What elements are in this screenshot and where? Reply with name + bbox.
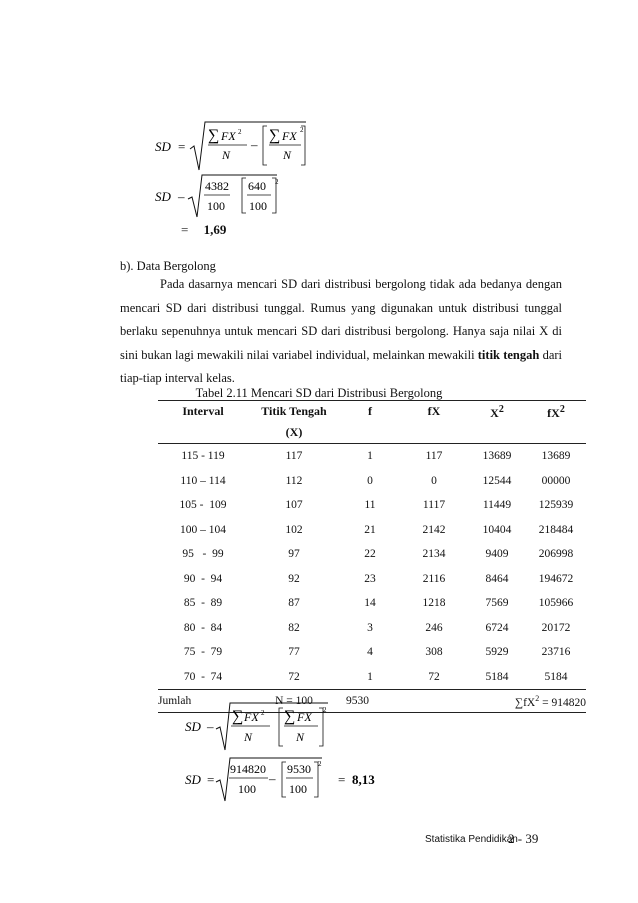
header-fx: fX — [400, 401, 468, 426]
superscript: 2 — [535, 693, 540, 703]
cell-x2: 10404 — [482, 523, 512, 536]
cell-interval: 70 - 74 — [183, 670, 223, 683]
cell-titik-tengah: 72 — [288, 670, 300, 683]
formula-sd-general-2 — [180, 700, 340, 755]
formula-sd-general — [150, 118, 320, 178]
table-row — [158, 444, 586, 469]
denominator: 100 — [238, 782, 256, 796]
header-x2 — [468, 401, 526, 426]
cell-fx: 72 — [428, 670, 440, 683]
cell-f: 23 — [364, 572, 376, 585]
exponent: 2 — [275, 178, 279, 186]
header-cell-empty — [340, 425, 400, 444]
table-row — [158, 542, 586, 567]
cell-titik-tengah: 97 — [288, 548, 300, 561]
cell-interval: 105 - 109 — [179, 499, 227, 512]
cell-fx2: 5184 — [544, 670, 568, 683]
superscript: 2 — [238, 128, 242, 136]
cell-f: 4 — [367, 646, 373, 659]
cell-x2: 8464 — [485, 572, 509, 585]
cell-fx2: 206998 — [538, 548, 574, 561]
cell-fx: 2134 — [422, 548, 446, 561]
cell-f: 1 — [367, 670, 373, 683]
header-titik-sub: (X) — [248, 425, 340, 444]
cell-titik-tengah: 77 — [288, 646, 300, 659]
exponent: 2 — [318, 760, 322, 768]
table-row — [158, 469, 586, 494]
header-f: f — [340, 401, 400, 426]
total-fx2-value: = 914820 — [539, 696, 586, 709]
header-fx2 — [526, 401, 586, 426]
sd-symbol: SD — [155, 139, 171, 154]
superscript: 2 — [261, 709, 265, 717]
cell-f: 21 — [364, 523, 376, 536]
table-row — [158, 518, 586, 543]
minus-sign: – — [269, 771, 276, 786]
denominator: 100 — [207, 199, 225, 213]
sigma-symbol: ∑ — [284, 708, 296, 725]
header-fx2-label: fX — [547, 406, 560, 420]
cell-fx: 246 — [425, 621, 443, 634]
cell-interval: 95 - 99 — [182, 548, 224, 561]
cell-fx2: 13689 — [541, 450, 571, 463]
sd-symbol: SD — [155, 189, 171, 204]
numerator: 914820 — [230, 762, 266, 776]
footer-book-title: Statistika Pendidikan — [425, 834, 518, 845]
result-value: 1,69 — [203, 222, 227, 237]
cell-f: 1 — [367, 450, 373, 463]
numerator: FX — [297, 710, 312, 724]
cell-fx: 2142 — [422, 523, 446, 536]
numerator: FX — [221, 129, 236, 143]
cell-interval: 100 – 104 — [180, 523, 226, 536]
cell-fx2: 125939 — [538, 499, 574, 512]
equals-sign: – — [178, 189, 185, 204]
numerator: 9530 — [287, 762, 311, 776]
sigma-symbol: ∑ — [208, 127, 220, 144]
left-bracket — [242, 178, 246, 213]
equals-sign: – — [207, 719, 214, 734]
sd-result-1 — [181, 222, 226, 238]
sd-symbol: SD — [185, 719, 201, 734]
header-cell-empty — [158, 425, 248, 444]
cell-fx2: 194672 — [538, 572, 574, 585]
table-body — [158, 444, 586, 690]
equals-sign: = — [178, 139, 186, 154]
cell-fx2: 20172 — [541, 621, 571, 634]
numerator: 4382 — [205, 179, 229, 193]
result-value: 8,13 — [352, 772, 375, 787]
cell-fx: 1117 — [422, 499, 446, 512]
numerator: 640 — [248, 179, 266, 193]
cell-interval: 110 – 114 — [180, 474, 226, 487]
sigma-symbol: ∑ — [269, 127, 281, 144]
total-label: Jumlah — [158, 690, 248, 713]
denominator: 100 — [249, 199, 267, 213]
paragraph-text: dari tiap-tiap interval kelas. — [120, 347, 563, 385]
cell-fx: 0 — [431, 474, 437, 487]
cell-fx2: 105966 — [538, 597, 574, 610]
table-caption: Tabel 2.11 Mencari SD dari Distribusi Bergolong — [195, 386, 443, 400]
total-fx2 — [468, 690, 586, 713]
header-titik-tengah: Titik Tengah — [248, 401, 340, 426]
exponent: 2 — [323, 706, 327, 714]
numerator: FX — [244, 710, 259, 724]
cell-fx: 1218 — [422, 597, 446, 610]
cell-interval: 115 - 119 — [181, 450, 225, 463]
minus-sign: – — [251, 137, 258, 152]
equals-sign: = — [207, 772, 215, 787]
superscript: 2 — [498, 404, 504, 415]
total-fx: 9530 — [340, 690, 468, 713]
cell-x2: 6724 — [485, 621, 509, 634]
cell-f: 11 — [364, 499, 376, 512]
table-row — [158, 665, 586, 690]
cell-f: 3 — [367, 621, 373, 634]
cell-x2: 9409 — [485, 548, 509, 561]
equals-sign: = — [338, 772, 346, 787]
table-header-row — [158, 401, 586, 426]
data-table — [158, 400, 586, 713]
cell-interval: 75 - 79 — [183, 646, 223, 659]
header-interval: Interval — [158, 401, 248, 426]
equals-sign: = — [181, 222, 189, 237]
paragraph-text: Pada dasarnya mencari SD dari distribusi bergolong tidak ada bedanya dengan mencari SD dari distribusi tunggal. Rumus yang digunakan untuk distribusi tunggal berlaku sepenuhnya untuk mencari SD dari distribusi bergolong. Hanya saja nilai X di sini bukan lagi mewakili nilai variabel individual, melainkan mewakili — [120, 277, 562, 362]
cell-titik-tengah: 107 — [285, 499, 303, 512]
formula-sd-substituted — [150, 171, 290, 221]
cell-x2: 12544 — [482, 474, 512, 487]
cell-fx: 117 — [425, 450, 443, 463]
formula-sd-final — [180, 755, 410, 805]
cell-x2: 5929 — [485, 646, 509, 659]
denominator: N — [244, 730, 253, 744]
cell-x2: 11449 — [482, 499, 512, 512]
header-cell-empty — [468, 425, 526, 444]
sigma-symbol: ∑ — [232, 708, 244, 725]
total-fx2-prefix: ∑fX — [514, 696, 536, 709]
denominator: N — [296, 730, 305, 744]
table-row — [158, 616, 586, 641]
page-number: 2 - 39 — [508, 831, 539, 846]
cell-interval: 80 - 84 — [183, 621, 223, 634]
cell-x2: 7569 — [485, 597, 509, 610]
sd-symbol: SD — [185, 772, 201, 787]
cell-titik-tengah: 112 — [285, 474, 303, 487]
cell-titik-tengah: 92 — [288, 572, 300, 585]
total-n: N = 100 — [248, 690, 340, 713]
denominator: N — [222, 148, 231, 162]
header-x2-label: X — [490, 406, 499, 420]
denominator: 100 — [289, 782, 307, 796]
cell-titik-tengah: 82 — [288, 621, 300, 634]
numerator: FX — [282, 129, 297, 143]
cell-fx2: 00000 — [541, 474, 571, 487]
left-bracket — [279, 708, 283, 746]
cell-fx2: 23716 — [541, 646, 571, 659]
cell-fx: 2116 — [422, 572, 446, 585]
table-row — [158, 493, 586, 518]
cell-fx2: 218484 — [538, 523, 574, 536]
cell-interval: 90 - 94 — [183, 572, 223, 585]
body-paragraph — [120, 273, 562, 391]
cell-x2: 5184 — [485, 670, 509, 683]
emphasis-text: titik tengah — [477, 347, 540, 362]
cell-titik-tengah: 117 — [285, 450, 303, 463]
cell-f: 22 — [364, 548, 376, 561]
left-bracket — [282, 762, 286, 797]
exponent: 2 — [300, 126, 304, 134]
table-row — [158, 640, 586, 665]
cell-interval: 85 - 89 — [183, 597, 223, 610]
cell-f: 0 — [367, 474, 373, 487]
table-row — [158, 591, 586, 616]
cell-f: 14 — [364, 597, 376, 610]
cell-fx: 308 — [425, 646, 443, 659]
superscript: 2 — [559, 404, 565, 415]
cell-titik-tengah: 87 — [288, 597, 300, 610]
table-row — [158, 567, 586, 592]
header-cell-empty — [526, 425, 586, 444]
section-heading: b). Data Bergolong — [120, 259, 216, 273]
cell-titik-tengah: 102 — [285, 523, 303, 536]
header-cell-empty — [400, 425, 468, 444]
denominator: N — [283, 148, 292, 162]
left-bracket — [263, 126, 267, 165]
table-header-subrow — [158, 425, 586, 444]
cell-x2: 13689 — [482, 450, 512, 463]
